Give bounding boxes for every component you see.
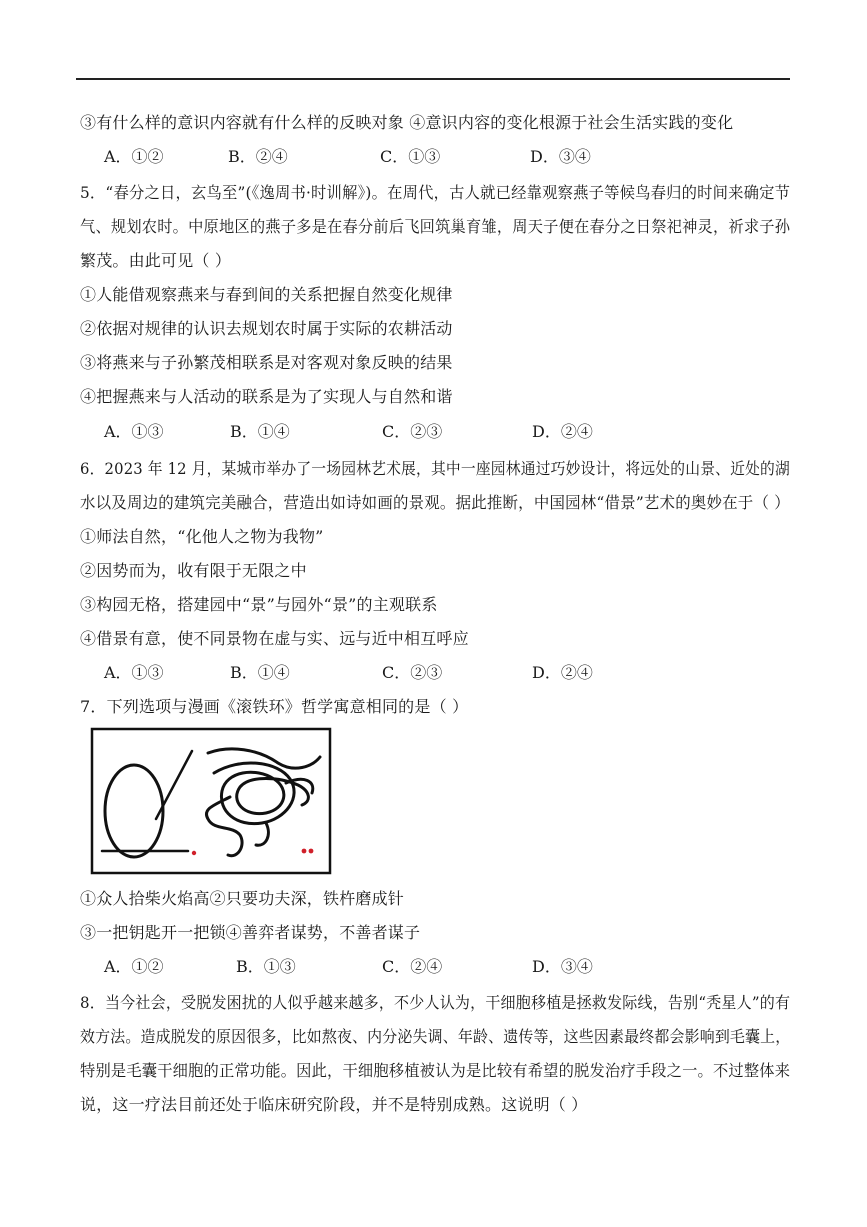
q6-option-d[interactable]: D．②④ <box>532 663 593 682</box>
q5-item-4: ④把握燕来与人活动的联系是为了实现人与自然和谐 <box>80 387 453 406</box>
q8-stem-line-3: 特别是毛囊干细胞的正常功能。因此，干细胞移植被认为是比较有希望的脱发治疗手段之一。不过整体来 <box>80 1061 791 1080</box>
q5-option-d[interactable]: D．②④ <box>532 422 593 441</box>
q4-option-c[interactable]: C．①③ <box>380 147 441 166</box>
q6-item-1: ①师法自然，“化他人之物为我物” <box>80 527 324 546</box>
q5-item-3: ③将燕来与子孙繁茂相联系是对客观对象反映的结果 <box>80 353 453 372</box>
q6-option-b[interactable]: B．①④ <box>230 663 290 682</box>
q6-item-4: ④借景有意，使不同景物在虚与实、远与近中相互呼应 <box>80 629 469 648</box>
q5-option-b[interactable]: B．①④ <box>230 422 290 441</box>
q5-stem-line-1: 5．“春分之日，玄鸟至”(《逸周书·时训解》)。在周代，古人就已经靠观察燕子等候鸟春归的时间来确定节 <box>80 183 791 202</box>
q7-option-d[interactable]: D．③④ <box>532 957 593 976</box>
q5-option-a[interactable]: A．①③ <box>104 422 164 441</box>
q5-item-2: ②依据对规律的认识去规划农时属于实际的农耕活动 <box>80 319 453 338</box>
q4-item-3-4: ③有什么样的意识内容就有什么样的反映对象 ④意识内容的变化根源于社会生活实践的变化 <box>80 113 734 132</box>
q7-items-3-4: ③一把钥匙开一把锁④善弈者谋势，不善者谋子 <box>80 923 421 942</box>
q8-stem-line-1: 8．当今社会，受脱发困扰的人似乎越来越多，不少人认为，干细胞移植是拯救发际线，告别“秃星人”的有 <box>80 993 791 1012</box>
q7-option-c[interactable]: C．②④ <box>382 957 443 976</box>
q4-option-b[interactable]: B．②④ <box>228 147 288 166</box>
q5-item-1: ①人能借观察燕来与春到间的关系把握自然变化规律 <box>80 285 453 304</box>
q4-option-a[interactable]: A．①② <box>104 147 164 166</box>
rolling-hoop-cartoon <box>90 727 332 875</box>
q6-item-3: ③构园无格，搭建园中“景”与园外“景”的主观联系 <box>80 595 438 614</box>
q8-stem-line-4: 说，这一疗法目前还处于临床研究阶段，并不是特别成熟。这说明（ ） <box>80 1095 588 1114</box>
q6-item-2: ②因势而为，收有限于无限之中 <box>80 561 307 580</box>
q6-option-a[interactable]: A．①③ <box>104 663 164 682</box>
q6-option-c[interactable]: C．②③ <box>382 663 443 682</box>
q4-option-d[interactable]: D．③④ <box>530 147 591 166</box>
q5-option-c[interactable]: C．②③ <box>382 422 443 441</box>
q6-stem-line-2: 水以及周边的建筑完美融合，营造出如诗如画的景观。据此推断，中国园林“借景”艺术的奥妙在于（ ） <box>80 493 790 512</box>
q5-stem-line-3: 繁茂。由此可见（ ） <box>80 251 232 270</box>
q7-option-a[interactable]: A．①② <box>104 957 164 976</box>
q7-items-1-2: ①众人拾柴火焰高②只要功夫深，铁杵磨成针 <box>80 889 405 908</box>
q5-stem-line-2: 气、规划农时。中原地区的燕子多是在春分前后飞回筑巢育雏，周天子便在春分之日祭祀神灵，祈求子孙 <box>80 217 791 236</box>
header-rule <box>76 78 790 80</box>
q6-stem-line-1: 6．2023 年 12 月，某城市举办了一场园林艺术展，其中一座园林通过巧妙设计，将远处的山景、近处的湖 <box>80 459 790 478</box>
q7-stem: 7．下列选项与漫画《滚铁环》哲学寓意相同的是（ ） <box>80 697 469 716</box>
q7-option-b[interactable]: B．①③ <box>236 957 296 976</box>
q8-stem-line-2: 效方法。造成脱发的原因很多，比如熬夜、内分泌失调、年龄、遗传等，这些因素最终都会影响到毛囊上， <box>80 1027 791 1046</box>
